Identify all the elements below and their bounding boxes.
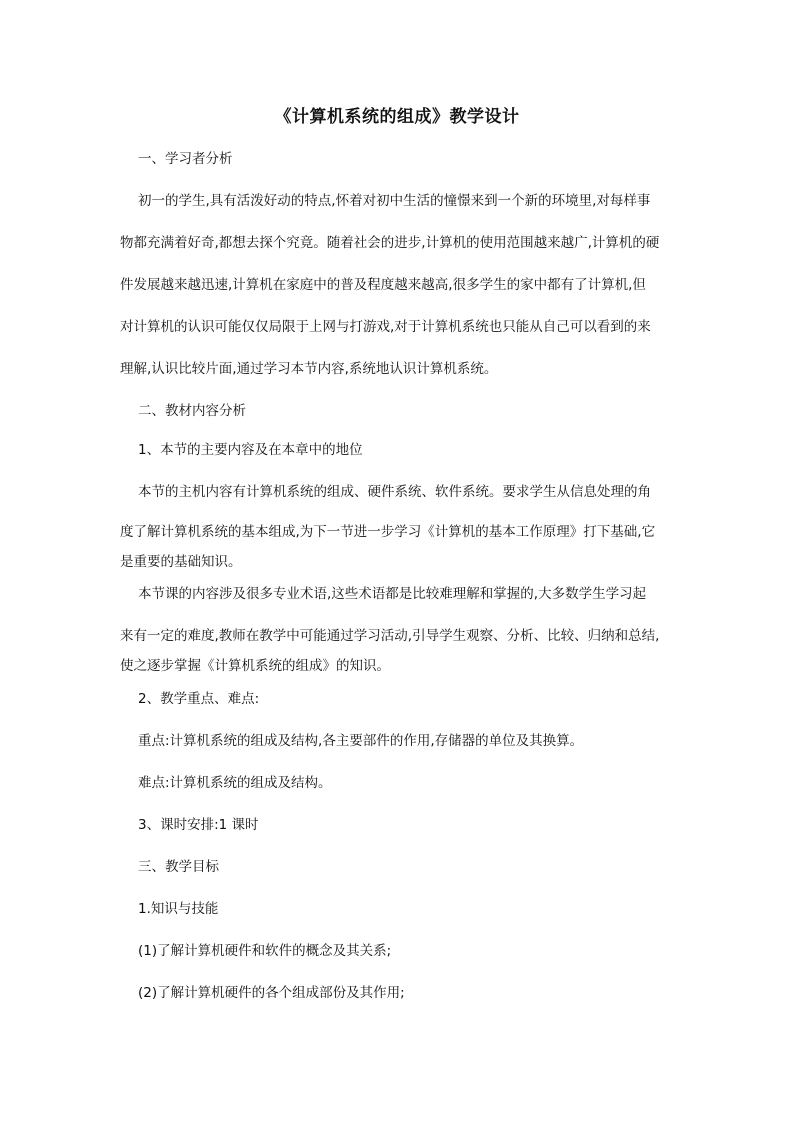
paragraph-line: 物都充满着好奇,都想去探个究竟。随着社会的进步,计算机的使用范围越来越广,计算机的硬 [120, 235, 660, 251]
section-heading: 二、教材内容分析 [138, 403, 246, 419]
paragraph-line: 是重要的基础知识。 [120, 554, 242, 570]
subsection-heading: 1、本节的主要内容及在本章中的地位 [138, 442, 363, 458]
paragraph-line: 初一的学生,具有活泼好动的特点,怀着对初中生活的憧憬来到一个新的环境里,对每样事 [138, 193, 651, 209]
document-title: 《计算机系统的组成》教学设计 [274, 107, 520, 127]
paragraph-line: 来有一定的难度,教师在教学中可能通过学习活动,引导学生观察、分析、比较、归纳和总结, [120, 628, 660, 644]
section-heading: 三、教学目标 [138, 859, 219, 875]
paragraph-line: 本节课的内容涉及很多专业术语,这些术语都是比较难理解和掌握的,大多数学生学习起 [138, 586, 647, 602]
list-item: (1)了解计算机硬件和软件的概念及其关系; [138, 943, 392, 959]
paragraph-line: 对计算机的认识可能仅仅局限于上网与打游戏,对于计算机系统也只能从自己可以看到的来 [120, 319, 651, 335]
paragraph-line: 重点:计算机系统的组成及结构,各主要部件的作用,存储器的单位及其换算。 [138, 733, 584, 749]
paragraph-line: 件发展越来越迅速,计算机在家庭中的普及程度越来越高,很多学生的家中都有了计算机,但 [120, 277, 646, 293]
paragraph-line: 难点:计算机系统的组成及结构。 [138, 775, 332, 791]
paragraph-line: 度了解计算机系统的基本组成,为下一节进一步学习《计算机的基本工作原理》打下基础,它 [120, 524, 656, 540]
paragraph-line: 理解,认识比较片面,通过学习本节内容,系统地认识计算机系统。 [120, 361, 498, 377]
subsection-heading: 3、课时安排:1 课时 [138, 817, 259, 833]
paragraph-line: 本节的主机内容有计算机系统的组成、硬件系统、软件系统。要求学生从信息处理的角 [138, 484, 651, 500]
subsection-heading: 1.知识与技能 [138, 901, 219, 917]
paragraph-line: 使之逐步掌握《计算机系统的组成》的知识。 [120, 658, 390, 674]
section-heading: 一、学习者分析 [138, 151, 233, 167]
subsection-heading: 2、教学重点、难点: [138, 691, 260, 707]
list-item: (2)了解计算机硬件的各个组成部份及其作用; [138, 985, 405, 1001]
